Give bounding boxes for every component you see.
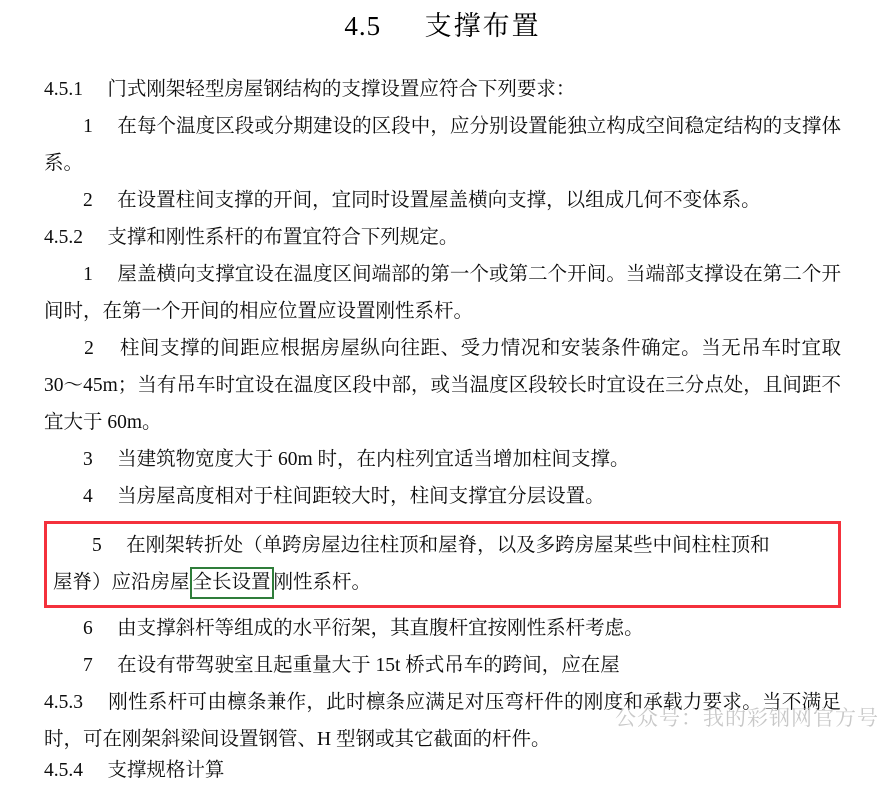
paragraph-4-5-2-item-3: 3 当建筑物宽度大于 60m 时，在内柱列宜适当增加柱间支撑。 xyxy=(44,449,630,470)
paragraph-4-5-2-item-2: 2 柱间支撑的间距应根据房屋纵向往距、受力情况和安装条件确定。当无吊车时宜取 30～45m；当有吊车时宜设在温度区段中部，或当温度区段较长时宜设在三分点处，且间距不宜大于 60m。 xyxy=(44,338,846,433)
document-page xyxy=(0,4,885,781)
paragraph-4-5-2-item-5-line1: 5 在刚架转折处（单跨房屋边往柱顶和屋脊，以及多跨房屋某些中间柱柱顶和 xyxy=(53,535,770,556)
page-title xyxy=(44,4,841,43)
red-highlight-annotation xyxy=(44,521,841,608)
paragraph-4-5-3: 4.5.3 刚性系杆可由檩条兼作，此时檩条应满足对压弯杆件的刚度和承载力要求。当不满足时，可在刚架斜梁间设置钢管、H 型钢或其它截面的杆件。 xyxy=(44,692,841,750)
paragraph-4-5-2-item-5-line2 xyxy=(53,564,832,601)
paragraph-4-5-1: 4.5.1 门式刚架轻型房屋钢结构的支撑设置应符合下列要求： xyxy=(44,79,576,100)
paragraph-4-5-1-item-1: 1 在每个温度区段或分期建设的区段中，应分别设置能独立构成空间稳定结构的支撑体系。 xyxy=(44,116,841,174)
paragraph-4-5-2: 4.5.2 支撑和刚性系杆的布置宜符合下列规定。 xyxy=(44,227,459,248)
paragraph-4-5-2-item-1: 1 屋盖横向支撑宜设在温度区间端部的第一个或第二个开间。当端部支撑设在第二个开间时，在第一个开间的相应位置应设置刚性系杆。 xyxy=(44,264,841,322)
line2-prefix-text: 屋脊）应沿房屋 xyxy=(53,572,190,593)
line2-suffix-text: 刚性系杆。 xyxy=(273,572,372,593)
paragraph-4-5-2-item-6: 6 由支撑斜杆等组成的水平衍架，其直腹杆宜按刚性系杆考虑。 xyxy=(44,618,644,639)
document-body xyxy=(44,71,846,758)
page-title-number: 4.5 xyxy=(344,11,382,41)
paragraph-4-5-4-partial: 4.5.4 支撑规格计算 xyxy=(44,760,225,781)
watermark-text: 公众号：我的彩钢网官方号 xyxy=(615,707,879,730)
green-box-annotation: 全长设置 xyxy=(190,567,274,599)
paragraph-4-5-1-item-2: 2 在设置柱间支撑的开间，宜同时设置屋盖横向支撑，以组成几何不变体系。 xyxy=(44,190,761,211)
paragraph-4-5-2-item-7: 7 在设有带驾驶室且起重量大于 15t 桥式吊车的跨间，应在屋 xyxy=(44,655,620,676)
paragraph-4-5-2-item-4: 4 当房屋高度相对于柱间距较大时，柱间支撑宜分层设置。 xyxy=(44,486,605,507)
page-title-text: 支撑布置 xyxy=(424,11,541,41)
